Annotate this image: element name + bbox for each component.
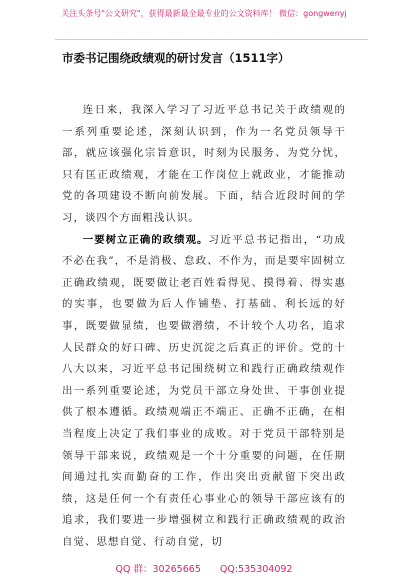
qq-number: QQ:535304092 <box>219 564 293 575</box>
paragraph-text: 习近平总书记指出，“功成不必在我”，不是消极、怠政、不作为，而是要牢固树立正确政绩观，既要做让老百姓看得见、摸得着、得实惠的实事，也要做为后人作铺垫、打基础、利长远的好事，既要做显绩，也要做潜绩，不计较个人功名，追求人民群众的好口碑、历史沉淀之后真正的评价。党的十八大以来，习近平总书记围绕树立和践行正确政绩观作出一系列重要论述，为党员干部立身处世、干事创业提供了根本遵循。政绩观端正不端正、正确不正确，在相当程度上决定了我们事业的成败。对于党员干部特别是领导干部来说，政绩观是一个十分重要的问题，在任期间通过扎实而勤奋的工作，作出突出贡献留下突出政绩，这是任何一个有责任心事业心的领导干部应该有的追求，我们要进一步增强树立和践行正确政绩观的政治自觉、思想自觉、行动自觉，切 <box>62 233 346 548</box>
qq-group-number: QQ 群：30265665 <box>115 564 201 575</box>
paragraph-text: 连日来，我深入学习了习近平总书记关于政绩观的一系列重要论述，深刻认识到，作为一名党员领导干部，就应该强化宗旨意识，时刻为民服务、为党分忧，只有匡正政绩观，才能在工作岗位上就政业，才能推动党的各项建设不断向前发展。下面，结合近段时间的学习，谈四个方面粗浅认识。 <box>62 104 346 224</box>
document-title: 市委书记围绕政绩观的研讨发言（1511字） <box>62 51 290 65</box>
footer-contacts <box>0 561 408 575</box>
header-banner: 关注头条号"公文研究"，获得最新最全最专业的公文资料库！ 微信：gongwenyj <box>61 9 347 18</box>
header-divider <box>55 39 368 40</box>
section-heading: 一要树立正确的政绩观。 <box>82 233 209 246</box>
paragraph-intro <box>62 100 346 230</box>
document-body <box>62 100 346 553</box>
paragraph-section-one <box>62 230 346 554</box>
